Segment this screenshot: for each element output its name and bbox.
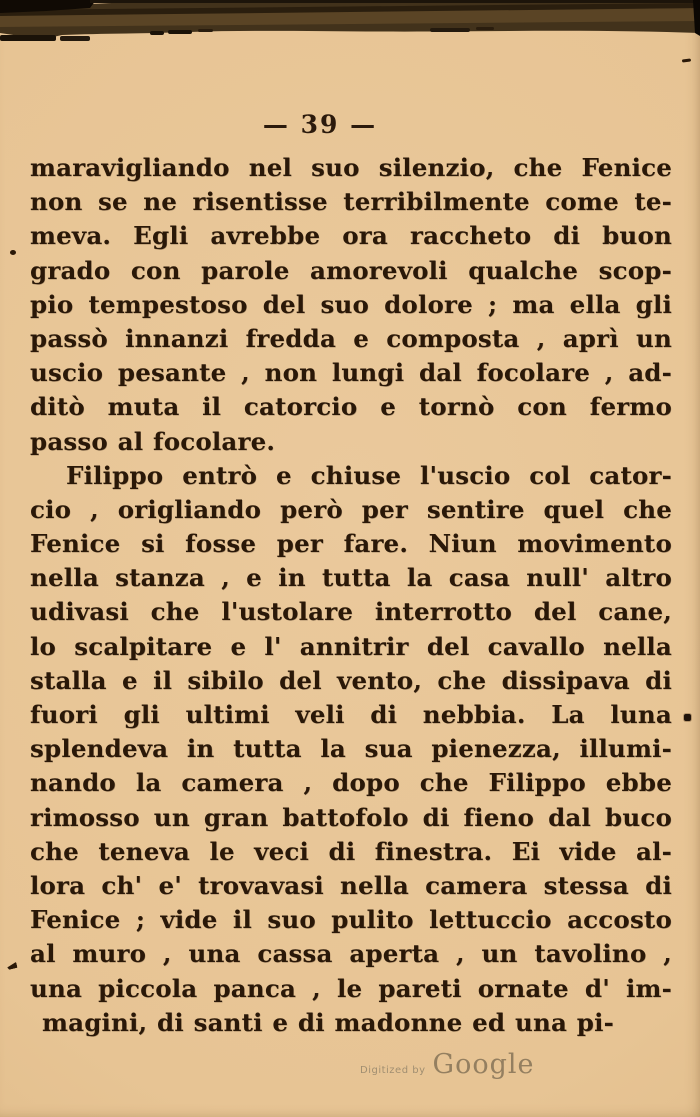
text-line: passò innanzi fredda e composta , aprì un bbox=[30, 323, 672, 353]
digitized-by-label: Digitized by bbox=[360, 1065, 426, 1076]
text-line: grado con parole amorevoli qualche scop- bbox=[30, 255, 672, 285]
page-number: — 39 — bbox=[262, 110, 378, 139]
text-line: stalla e il sibilo del vento, che dissipava di bbox=[30, 665, 672, 695]
text-line: rimosso un gran battofolo di fieno dal buco bbox=[30, 802, 672, 832]
text-line: passo al focolare. bbox=[30, 426, 276, 456]
text-line: che teneva le veci di finestra. Ei vide al- bbox=[30, 836, 672, 866]
text-line: non se ne risentisse terribilmente come te- bbox=[30, 187, 672, 217]
google-logo: Google bbox=[432, 1049, 535, 1080]
text-line: lo scalpitare e l' annitrir del cavallo nella bbox=[30, 631, 672, 661]
text-line: fuori gli ultimi veli di nebbia. La luna bbox=[30, 700, 672, 729]
text-line: cio , origliando però per sentire quel che bbox=[30, 494, 672, 524]
scan-edge-artifact bbox=[0, 0, 700, 48]
text-line: una piccola panca , le pareti ornate d' im- bbox=[30, 973, 672, 1003]
body-text bbox=[30, 151, 672, 1040]
text-line: nella stanza , e in tutta la casa null' altro bbox=[30, 563, 672, 593]
text-line: magini, di santi e di madonne ed una pi- bbox=[42, 1007, 614, 1037]
text-line: Fenice si fosse per fare. Niun movimento bbox=[30, 529, 672, 559]
text-line: splendeva in tutta la sua pienezza, illumi- bbox=[30, 734, 672, 764]
ink-speck bbox=[6, 962, 17, 970]
text-line: al muro , una cassa aperta , un tavolino , bbox=[30, 939, 672, 969]
text-line: uscio pesante , non lungi dal focolare , ad- bbox=[30, 358, 672, 388]
text-line: Fenice ; vide il suo pulito lettuccio accosto bbox=[30, 905, 672, 935]
text-line: meva. Egli avrebbe ora raccheto di buon bbox=[30, 221, 672, 251]
text-line: udivasi che l'ustolare interrotto del cane, bbox=[30, 597, 672, 627]
google-watermark bbox=[360, 1049, 534, 1080]
text-line: maravigliando nel suo silenzio, che Fenice bbox=[30, 153, 672, 182]
text-line: Filippo entrò e chiuse l'uscio col cator- bbox=[66, 460, 672, 490]
ink-speck bbox=[684, 714, 691, 721]
ink-speck bbox=[682, 58, 691, 62]
text-line: lora ch' e' trovavasi nella camera stessa di bbox=[30, 870, 672, 900]
text-line: nando la camera , dopo che Filippo ebbe bbox=[30, 768, 672, 798]
text-line: pio tempestoso del suo dolore ; ma ella gli bbox=[30, 289, 672, 319]
ink-speck bbox=[10, 250, 16, 255]
text-line: ditò muta il catorcio e tornò con fermo bbox=[30, 392, 672, 422]
